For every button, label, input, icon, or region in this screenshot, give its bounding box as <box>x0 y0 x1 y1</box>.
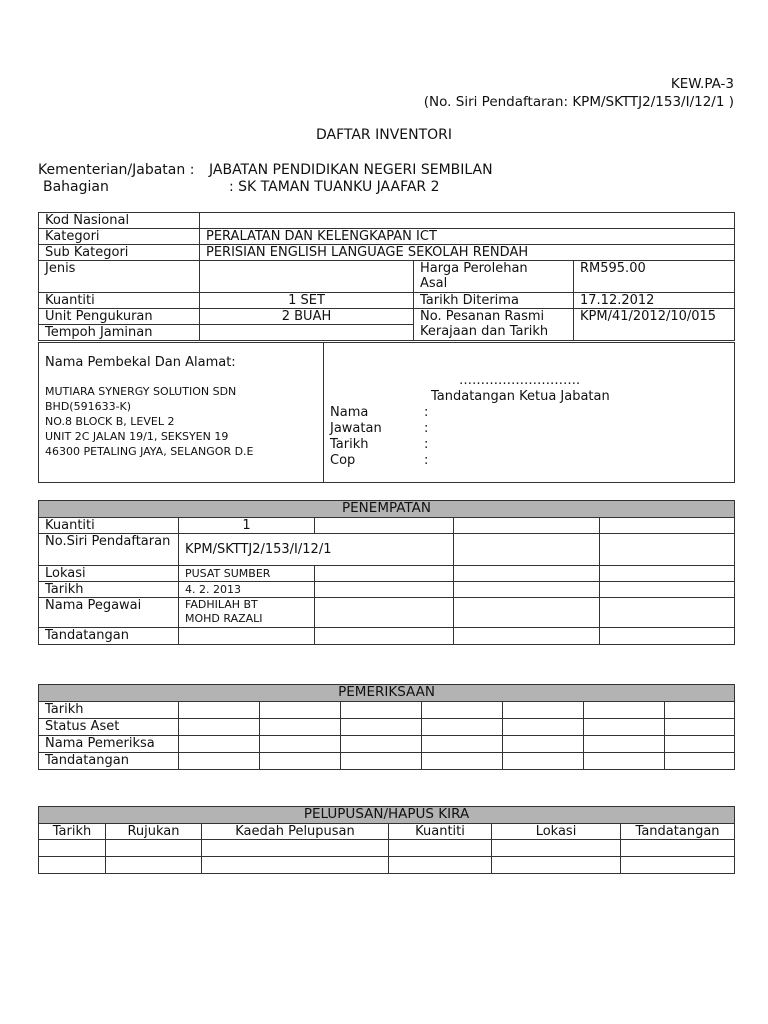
registration-serial: (No. Siri Pendaftaran: KPM/SKTTJ2/153/I/12/1 ) <box>423 94 734 110</box>
penempatan-tarikh-label: Tarikh <box>39 582 179 598</box>
pemeriksaan-tarikh-label: Tarikh <box>39 702 179 719</box>
pelupusan-col-rujukan: Rujukan <box>106 824 202 840</box>
penempatan-row-lokasi <box>39 566 735 582</box>
penempatan-siri-value: KPM/SKTTJ2/153/I/12/1 <box>179 534 454 566</box>
division-label: Bahagian <box>43 179 109 195</box>
penempatan-row-tarikh <box>39 582 735 598</box>
supplier-line-2: BHD(591633-K) <box>45 400 132 413</box>
form-code: KEW.PA-3 <box>670 76 734 92</box>
pemeriksaan-tandatangan-label: Tandatangan <box>39 753 179 770</box>
row-unit <box>39 309 735 325</box>
kategori-value: PERALATAN DAN KELENGKAPAN ICT <box>200 229 735 245</box>
signature-cop-colon: : <box>424 453 429 468</box>
penempatan-pegawai-cell <box>179 598 315 628</box>
tempoh-value <box>200 325 414 341</box>
penempatan-pegawai-value-2: MOHD RAZALI <box>185 612 263 625</box>
tempoh-label: Tempoh Jaminan <box>39 325 200 341</box>
penempatan-header: PENEMPATAN <box>39 501 735 518</box>
penempatan-row-kuantiti <box>39 518 735 534</box>
pelupusan-col-kuantiti: Kuantiti <box>389 824 492 840</box>
supplier-line-4: UNIT 2C JALAN 19/1, SEKSYEN 19 <box>45 430 229 443</box>
division-value: : SK TAMAN TUANKU JAAFAR 2 <box>229 179 440 195</box>
pesanan-label: No. Pesanan Rasmi Kerajaan dan Tarikh <box>414 309 574 341</box>
unit-label: Unit Pengukuran <box>39 309 200 325</box>
kategori-label: Kategori <box>39 229 200 245</box>
pemeriksaan-pemeriksa-label: Nama Pemeriksa <box>39 736 179 753</box>
penempatan-pegawai-label: Nama Pegawai <box>39 598 179 628</box>
page-title: DAFTAR INVENTORI <box>315 127 453 143</box>
penempatan-pegawai-value-1: FADHILAH BT <box>185 598 258 611</box>
pelupusan-column-headers <box>39 824 735 840</box>
inventory-info-table <box>38 212 735 341</box>
signature-cop-label: Cop <box>330 453 356 468</box>
tarikh-diterima-label: Tarikh Diterima <box>414 293 574 309</box>
pelupusan-row <box>39 840 735 857</box>
tarikh-diterima-value: 17.12.2012 <box>574 293 735 309</box>
signature-tarikh-label: Tarikh <box>330 437 369 452</box>
pemeriksaan-row <box>39 719 735 736</box>
kuantiti-value: 1 SET <box>200 293 414 309</box>
ministry-label: Kementerian/Jabatan : <box>38 162 195 178</box>
sub-kategori-label: Sub Kategori <box>39 245 200 261</box>
pemeriksaan-table <box>38 684 735 770</box>
penempatan-tarikh-value: 4. 2. 2013 <box>179 582 315 598</box>
penempatan-lokasi-label: Lokasi <box>39 566 179 582</box>
row-sub-kategori <box>39 245 735 261</box>
pelupusan-col-lokasi: Lokasi <box>492 824 621 840</box>
penempatan-tandatangan-label: Tandatangan <box>39 628 179 645</box>
supplier-label: Nama Pembekal Dan Alamat: <box>45 355 236 370</box>
kod-nasional-label: Kod Nasional <box>39 213 200 229</box>
supplier-line-5: 46300 PETALING JAYA, SELANGOR D.E <box>45 445 254 458</box>
penempatan-lokasi-value: PUSAT SUMBER <box>179 566 315 582</box>
jenis-label: Jenis <box>39 261 200 293</box>
penempatan-kuantiti-label: Kuantiti <box>39 518 179 534</box>
penempatan-row-siri <box>39 534 735 566</box>
sub-kategori-value: PERISIAN ENGLISH LANGUAGE SEKOLAH RENDAH <box>200 245 735 261</box>
pelupusan-col-tarikh: Tarikh <box>39 824 106 840</box>
pelupusan-col-tandatangan: Tandatangan <box>621 824 735 840</box>
kuantiti-label: Kuantiti <box>39 293 200 309</box>
pelupusan-header: PELUPUSAN/HAPUS KIRA <box>39 807 735 824</box>
signature-cell <box>324 343 735 483</box>
row-kategori <box>39 229 735 245</box>
penempatan-row-pegawai <box>39 598 735 628</box>
unit-value: 2 BUAH <box>200 309 414 325</box>
signature-dots: ………………………. <box>459 373 581 388</box>
pemeriksaan-status-label: Status Aset <box>39 719 179 736</box>
pemeriksaan-row <box>39 753 735 770</box>
pemeriksaan-row <box>39 736 735 753</box>
kod-nasional-value <box>200 213 735 229</box>
harga-value: RM595.00 <box>574 261 735 293</box>
signature-jawatan-colon: : <box>424 421 429 436</box>
penempatan-table <box>38 500 735 645</box>
harga-label: Harga Perolehan Asal <box>414 261 574 293</box>
penempatan-siri-label: No.Siri Pendaftaran <box>39 534 179 566</box>
signature-tarikh-colon: : <box>424 437 429 452</box>
supplier-line-3: NO.8 BLOCK B, LEVEL 2 <box>45 415 175 428</box>
pelupusan-row <box>39 857 735 874</box>
row-kuantiti <box>39 293 735 309</box>
pemeriksaan-row <box>39 702 735 719</box>
pelupusan-col-kaedah: Kaedah Pelupusan <box>202 824 389 840</box>
signature-title: Tandatangan Ketua Jabatan <box>431 389 610 404</box>
signature-jawatan-label: Jawatan <box>330 421 382 436</box>
row-kod-nasional <box>39 213 735 229</box>
signature-nama-colon: : <box>424 405 429 420</box>
signature-nama-label: Nama <box>330 405 369 420</box>
row-jenis <box>39 261 735 293</box>
pelupusan-table <box>38 806 735 874</box>
jenis-value <box>200 261 414 293</box>
pemeriksaan-header: PEMERIKSAAN <box>39 685 735 702</box>
ministry-value: JABATAN PENDIDIKAN NEGERI SEMBILAN <box>209 162 493 178</box>
supplier-signature-box <box>38 342 735 483</box>
penempatan-row-tandatangan <box>39 628 735 645</box>
supplier-line-1: MUTIARA SYNERGY SOLUTION SDN <box>45 385 237 398</box>
pesanan-value: KPM/41/2012/10/015 <box>574 309 735 341</box>
penempatan-kuantiti-value: 1 <box>179 518 315 534</box>
supplier-cell <box>39 343 324 483</box>
